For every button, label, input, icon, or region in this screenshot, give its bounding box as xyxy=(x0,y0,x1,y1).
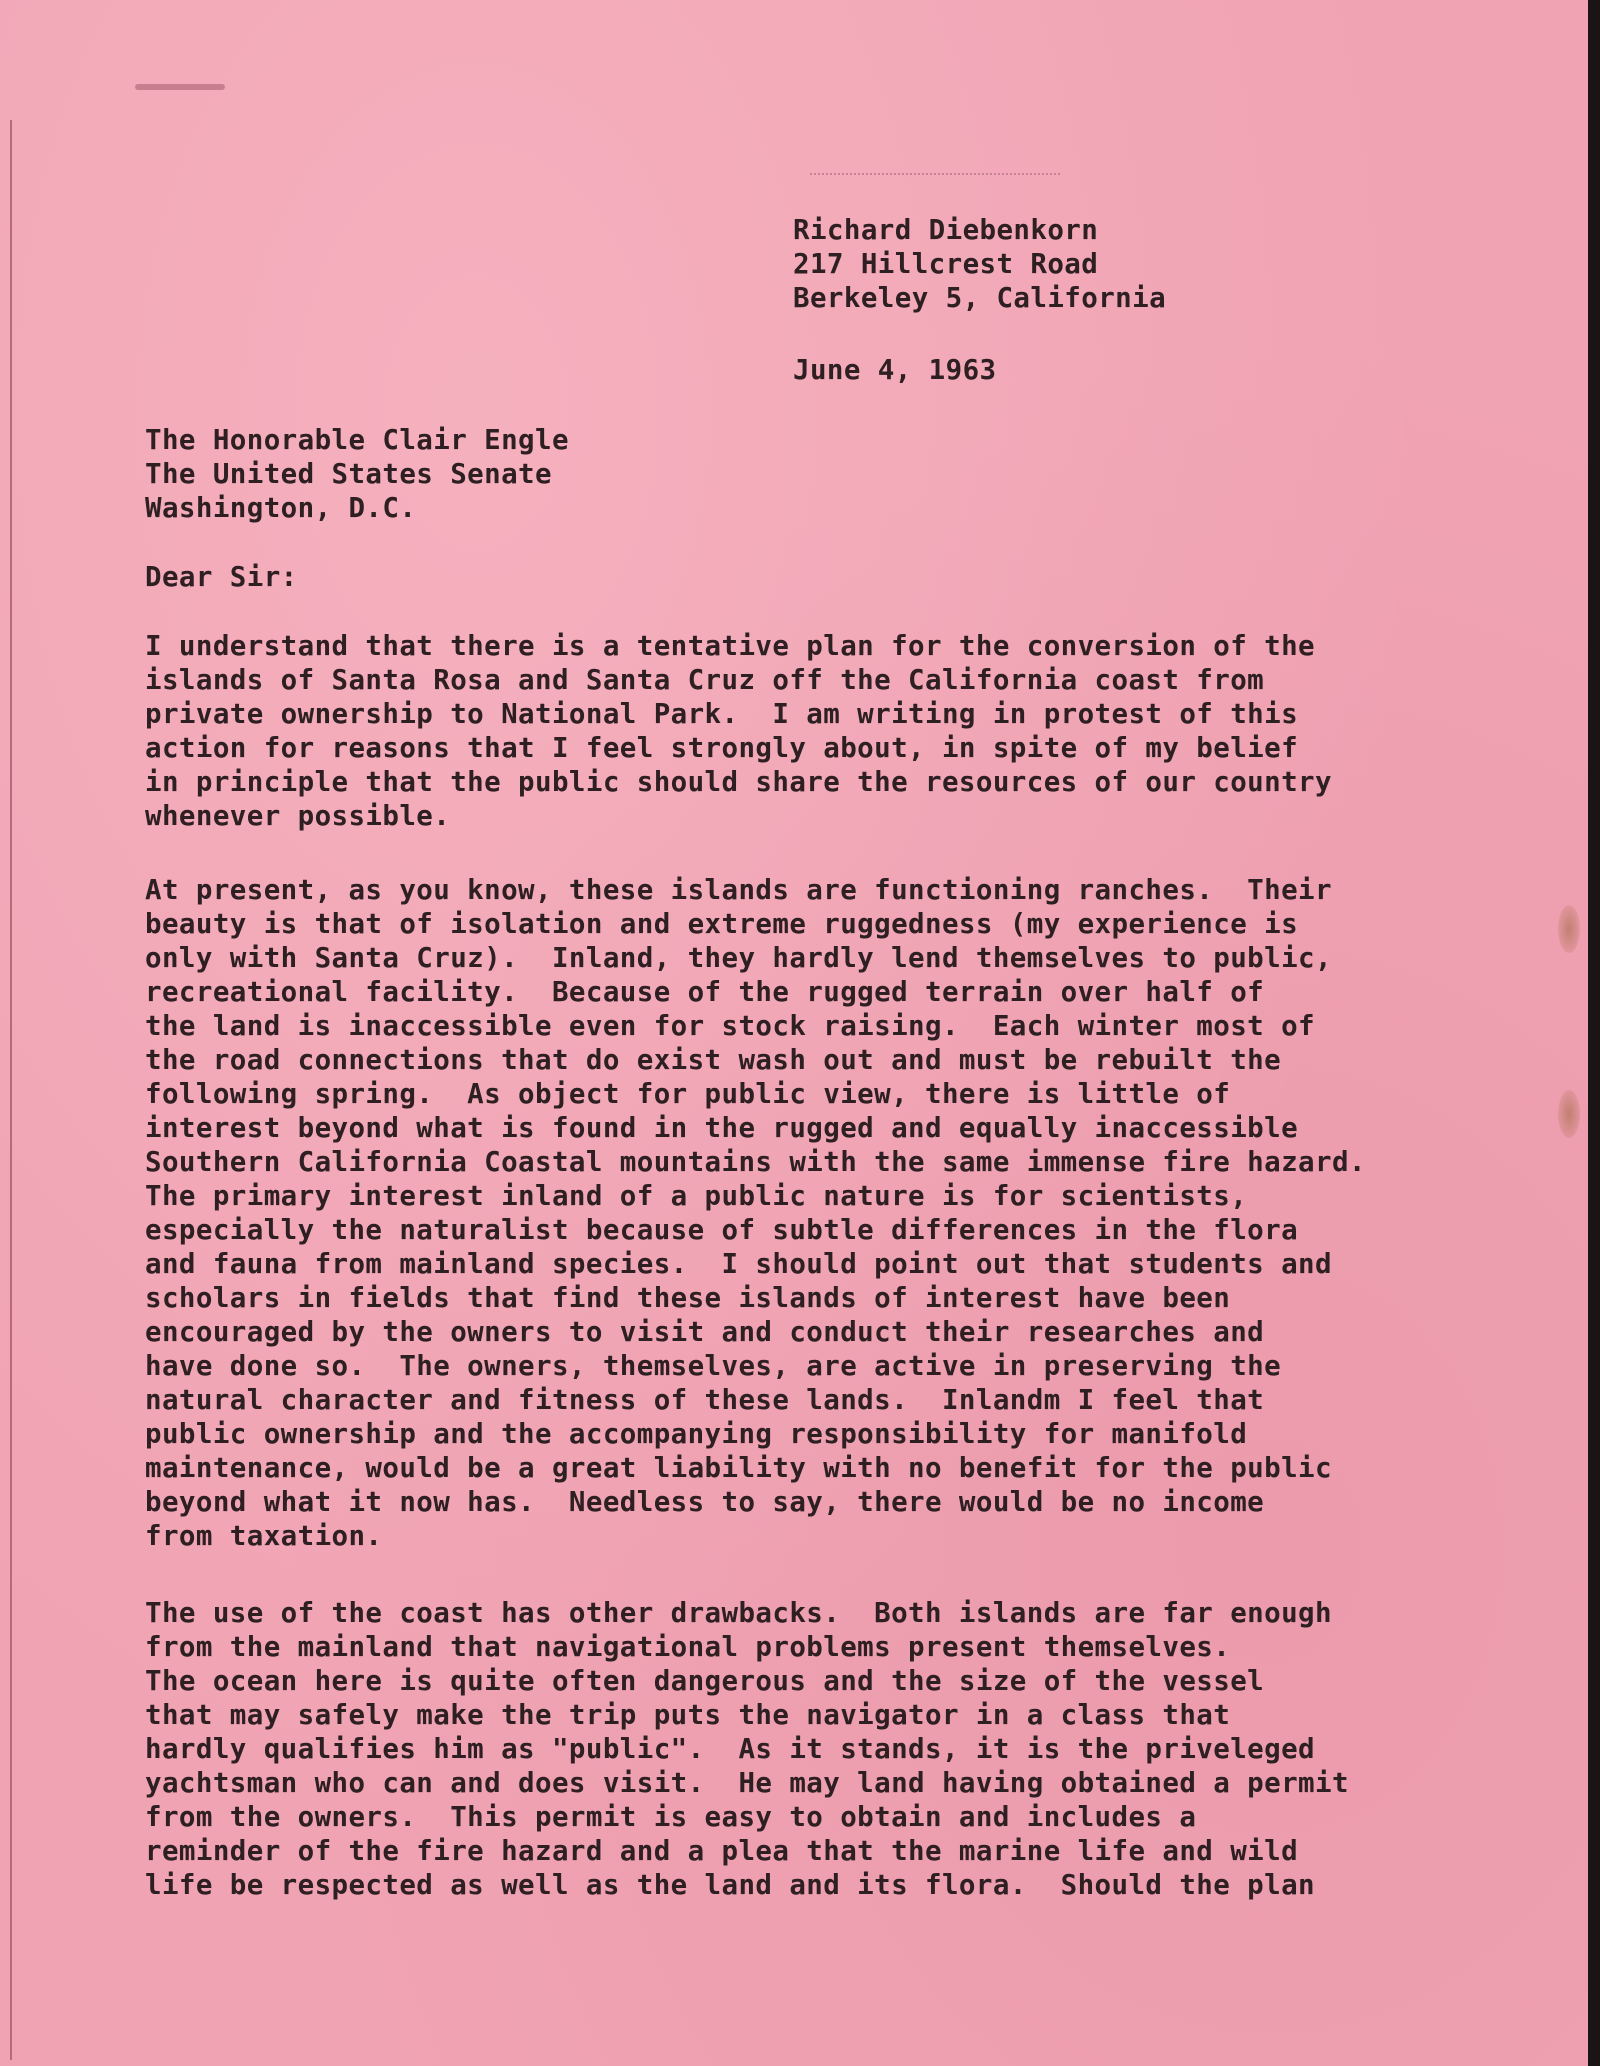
text-line: private ownership to National Park. I am writing in protest of this xyxy=(145,698,1299,730)
text-line: The ocean here is quite often dangerous and the size of the vessel xyxy=(145,1665,1265,1697)
text-line: have done so. The owners, themselves, are active in preserving the xyxy=(145,1350,1282,1382)
paper-stain xyxy=(1558,905,1580,953)
text-line: life be respected as well as the land and its flora. Should the plan xyxy=(145,1869,1315,1901)
sender-name: Richard Diebenkorn xyxy=(793,214,1099,246)
text-line: from taxation. xyxy=(145,1520,383,1552)
text-line: The primary interest inland of a public nature is for scientists, xyxy=(145,1180,1248,1212)
text-line: interest beyond what is found in the rugged and equally inaccessible xyxy=(145,1112,1299,1144)
salutation: Dear Sir: xyxy=(145,561,298,593)
text-line: beauty is that of isolation and extreme ruggedness (my experience is xyxy=(145,908,1299,940)
text-line: yachtsman who can and does visit. He may land having obtained a permit xyxy=(145,1767,1349,1799)
text-line: recreational facility. Because of the rugged terrain over half of xyxy=(145,976,1265,1008)
text-line: action for reasons that I feel strongly about, in spite of my belief xyxy=(145,732,1299,764)
text-line: Southern California Coastal mountains with the same immense fire hazard. xyxy=(145,1146,1366,1178)
text-line: the land is inaccessible even for stock raising. Each winter most of xyxy=(145,1010,1315,1042)
recipient-line: The Honorable Clair Engle xyxy=(145,424,569,456)
recipient-line: The United States Senate xyxy=(145,458,552,490)
sender-city: Berkeley 5, California xyxy=(793,282,1167,314)
text-line: The use of the coast has other drawbacks. Both islands are far enough xyxy=(145,1597,1332,1629)
text-line: in principle that the public should share the resources of our country xyxy=(145,766,1332,798)
text-line: At present, as you know, these islands are functioning ranches. Their xyxy=(145,874,1332,906)
text-line: public ownership and the accompanying responsibility for manifold xyxy=(145,1418,1248,1450)
text-line: scholars in fields that find these islands of interest have been xyxy=(145,1282,1231,1314)
letter-date: June 4, 1963 xyxy=(793,354,997,386)
sender-street: 217 Hillcrest Road xyxy=(793,248,1099,280)
text-line: reminder of the fire hazard and a plea that the marine life and wild xyxy=(145,1835,1299,1867)
text-line: the road connections that do exist wash out and must be rebuilt the xyxy=(145,1044,1282,1076)
faint-dotted-line xyxy=(810,173,1060,175)
text-line: especially the naturalist because of subtle differences in the flora xyxy=(145,1214,1299,1246)
text-line: beyond what it now has. Needless to say, there would be no income xyxy=(145,1486,1265,1518)
recipient-line: Washington, D.C. xyxy=(145,492,417,524)
text-line: natural character and fitness of these lands. Inlandm I feel that xyxy=(145,1384,1265,1416)
text-line: from the mainland that navigational problems present themselves. xyxy=(145,1631,1231,1663)
text-line: from the owners. This permit is easy to obtain and includes a xyxy=(145,1801,1197,1833)
text-line: I understand that there is a tentative plan for the conversion of the xyxy=(145,630,1315,662)
paper-smudge xyxy=(135,84,225,90)
text-line: following spring. As object for public view, there is little of xyxy=(145,1078,1231,1110)
text-line: only with Santa Cruz). Inland, they hardly lend themselves to public, xyxy=(145,942,1332,974)
text-line: islands of Santa Rosa and Santa Cruz off the California coast from xyxy=(145,664,1265,696)
text-line: that may safely make the trip puts the navigator in a class that xyxy=(145,1699,1231,1731)
text-line: maintenance, would be a great liability with no benefit for the public xyxy=(145,1452,1332,1484)
text-line: hardly qualifies him as "public". As it stands, it is the priveleged xyxy=(145,1733,1315,1765)
page-edge-shadow xyxy=(10,120,12,2060)
text-line: whenever possible. xyxy=(145,800,451,832)
text-line: and fauna from mainland species. I should point out that students and xyxy=(145,1248,1332,1280)
paper-stain xyxy=(1558,1090,1580,1138)
text-line: encouraged by the owners to visit and conduct their researches and xyxy=(145,1316,1265,1348)
